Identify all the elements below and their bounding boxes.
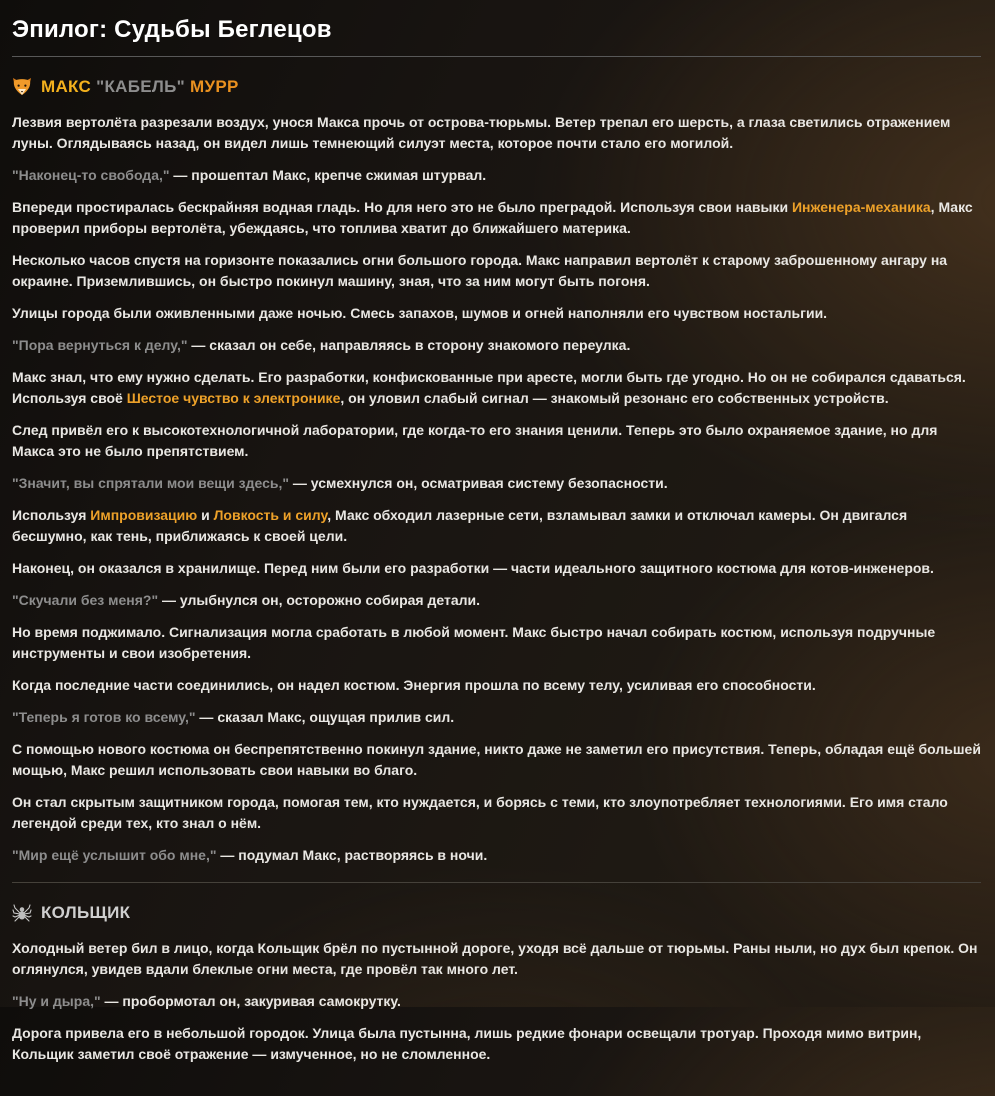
- paragraph: [12, 991, 981, 1012]
- section-paragraphs: [12, 112, 981, 866]
- sections: [12, 77, 981, 1065]
- quote-text: "Ну и дыра,": [12, 993, 101, 1009]
- quote-text: "Наконец-то свобода,": [12, 167, 170, 183]
- quote-text: "Скучали без меня?": [12, 592, 159, 608]
- paragraph: [12, 303, 981, 324]
- paragraph: [12, 250, 981, 292]
- paragraph: [12, 590, 981, 611]
- body-text: Холодный ветер бил в лицо, когда Кольщик брёл по пустынной дороге, уходя всё дальше от тюрьмы. Раны ныли, но дух был крепок. Он оглянулся, увидев вдали блеклые огни места, где провёл так много лет.: [12, 940, 978, 977]
- body-text: Впереди простиралась бескрайняя водная гладь. Но для него это не было преградой. Используя свои навыки: [12, 199, 792, 215]
- paragraph: [12, 165, 981, 186]
- section-title: [41, 903, 130, 923]
- paragraph: [12, 505, 981, 547]
- skill-highlight: Импровизацию: [90, 507, 198, 523]
- body-text: Лезвия вертолёта разрезали воздух, унося Макса прочь от острова-тюрьмы. Ветер трепал его шерсть, а глаза светились отражением луны. Оглядываясь назад, он видел лишь темнеющий силуэт места, которое почти стало его могилой.: [12, 114, 951, 151]
- paragraph: [12, 845, 981, 866]
- page-title: Эпилог: Судьбы Беглецов: [12, 8, 981, 57]
- body-text: Когда последние части соединились, он надел костюм. Энергия прошла по всему телу, усиливая его способности.: [12, 677, 816, 693]
- spider-icon: [12, 904, 32, 922]
- fox-icon: [12, 78, 32, 96]
- quote-text: "Мир ещё услышит обо мне,": [12, 847, 217, 863]
- skill-highlight: Инженера-механика: [791, 199, 931, 215]
- body-text: Улицы города были оживленными даже ночью. Смесь запахов, шумов и огней наполняли его чувством ностальгии.: [12, 305, 828, 321]
- paragraph: [12, 197, 981, 239]
- section-paragraphs: [12, 938, 981, 1065]
- body-text: Дорога привела его в небольшой городок. Улица была пустынна, лишь редкие фонари освещали тротуар. Проходя мимо витрин, Кольщик заметил своё отражение — измученное, но не сломленное.: [12, 1025, 922, 1062]
- body-text: — усмехнулся он, осматривая систему безопасности.: [289, 475, 668, 491]
- paragraph: [12, 473, 981, 494]
- paragraph: [12, 558, 981, 579]
- body-text: — подумал Макс, растворяясь в ночи.: [216, 847, 488, 863]
- character-section: [12, 882, 981, 1065]
- body-text: , он уловил слабый сигнал — знакомый резонанс его собственных устройств.: [340, 390, 889, 406]
- paragraph: [12, 792, 981, 834]
- skill-highlight: Ловкость и силу: [213, 507, 328, 523]
- paragraph: [12, 707, 981, 728]
- body-text: Макс знал, что ему нужно сделать. Его разработки, конфискованные при аресте, могли быть где угодно. Но он не собирался сдаваться. Используя своё: [12, 369, 966, 406]
- body-text: Он стал скрытым защитником города, помогая тем, кто нуждается, и борясь с теми, кто злоупотребляет технологиями. Его имя стало легендой среди тех, кто знал о нём.: [12, 794, 948, 831]
- body-text: Используя: [12, 507, 91, 523]
- quote-text: "Пора вернуться к делу,": [12, 337, 188, 353]
- section-title-part: "КАБЕЛЬ": [96, 77, 185, 96]
- paragraph: [12, 1023, 981, 1065]
- body-text: , Макс проверил приборы вертолёта, убеждаясь, что топлива хватит до ближайшего материка.: [12, 199, 973, 236]
- paragraph: [12, 675, 981, 696]
- body-text: — сказал он себе, направляясь в сторону знакомого переулка.: [187, 337, 631, 353]
- section-header: [12, 77, 981, 97]
- paragraph: [12, 367, 981, 409]
- character-section: [12, 77, 981, 866]
- paragraph: [12, 622, 981, 664]
- body-text: След привёл его к высокотехнологичной лаборатории, где когда-то его знания ценили. Теперь это было охраняемое здание, но для Макса это не было препятствием.: [12, 422, 938, 459]
- body-text: С помощью нового костюма он беспрепятственно покинул здание, никто даже не заметил его присутствия. Теперь, обладая ещё большей мощью, Макс решил использовать свои навыки во благо.: [12, 741, 981, 778]
- section-header: [12, 903, 981, 923]
- quote-text: "Значит, вы спрятали мои вещи здесь,": [12, 475, 289, 491]
- paragraph: [12, 335, 981, 356]
- body-text: — улыбнулся он, осторожно собирая детали.: [158, 592, 480, 608]
- body-text: — пробормотал он, закуривая самокрутку.: [100, 993, 401, 1009]
- section-title-part: МАКС: [41, 77, 97, 96]
- body-text: Но время поджимало. Сигнализация могла сработать в любой момент. Макс быстро начал собирать костюм, используя подручные инструменты и свои изобретения.: [12, 624, 936, 661]
- skill-highlight: Шестое чувство к электронике: [126, 390, 341, 406]
- paragraph: [12, 112, 981, 154]
- section-title: [41, 77, 239, 97]
- body-text: и: [197, 507, 214, 523]
- paragraph: [12, 938, 981, 980]
- body-text: Наконец, он оказался в хранилище. Перед ним были его разработки — части идеального защитного костюма для котов-инженеров.: [12, 560, 934, 576]
- paragraph: [12, 420, 981, 462]
- section-title-part: МУРР: [184, 77, 239, 96]
- body-text: , Макс обходил лазерные сети, взламывал замки и отключал камеры. Он двигался бесшумно, как тень, приближаясь к своей цели.: [12, 507, 908, 544]
- body-text: Несколько часов спустя на горизонте показались огни большого города. Макс направил вертолёт к старому заброшенному ангару на окраине. Приземлившись, он быстро покинул машину, зная, что за ним могут быть погоня.: [12, 252, 948, 289]
- section-title-part: КОЛЬЩИК: [41, 903, 131, 922]
- quote-text: "Теперь я готов ко всему,": [12, 709, 196, 725]
- body-text: — сказал Макс, ощущая прилив сил.: [195, 709, 455, 725]
- paragraph: [12, 739, 981, 781]
- body-text: — прошептал Макс, крепче сжимая штурвал.: [169, 167, 487, 183]
